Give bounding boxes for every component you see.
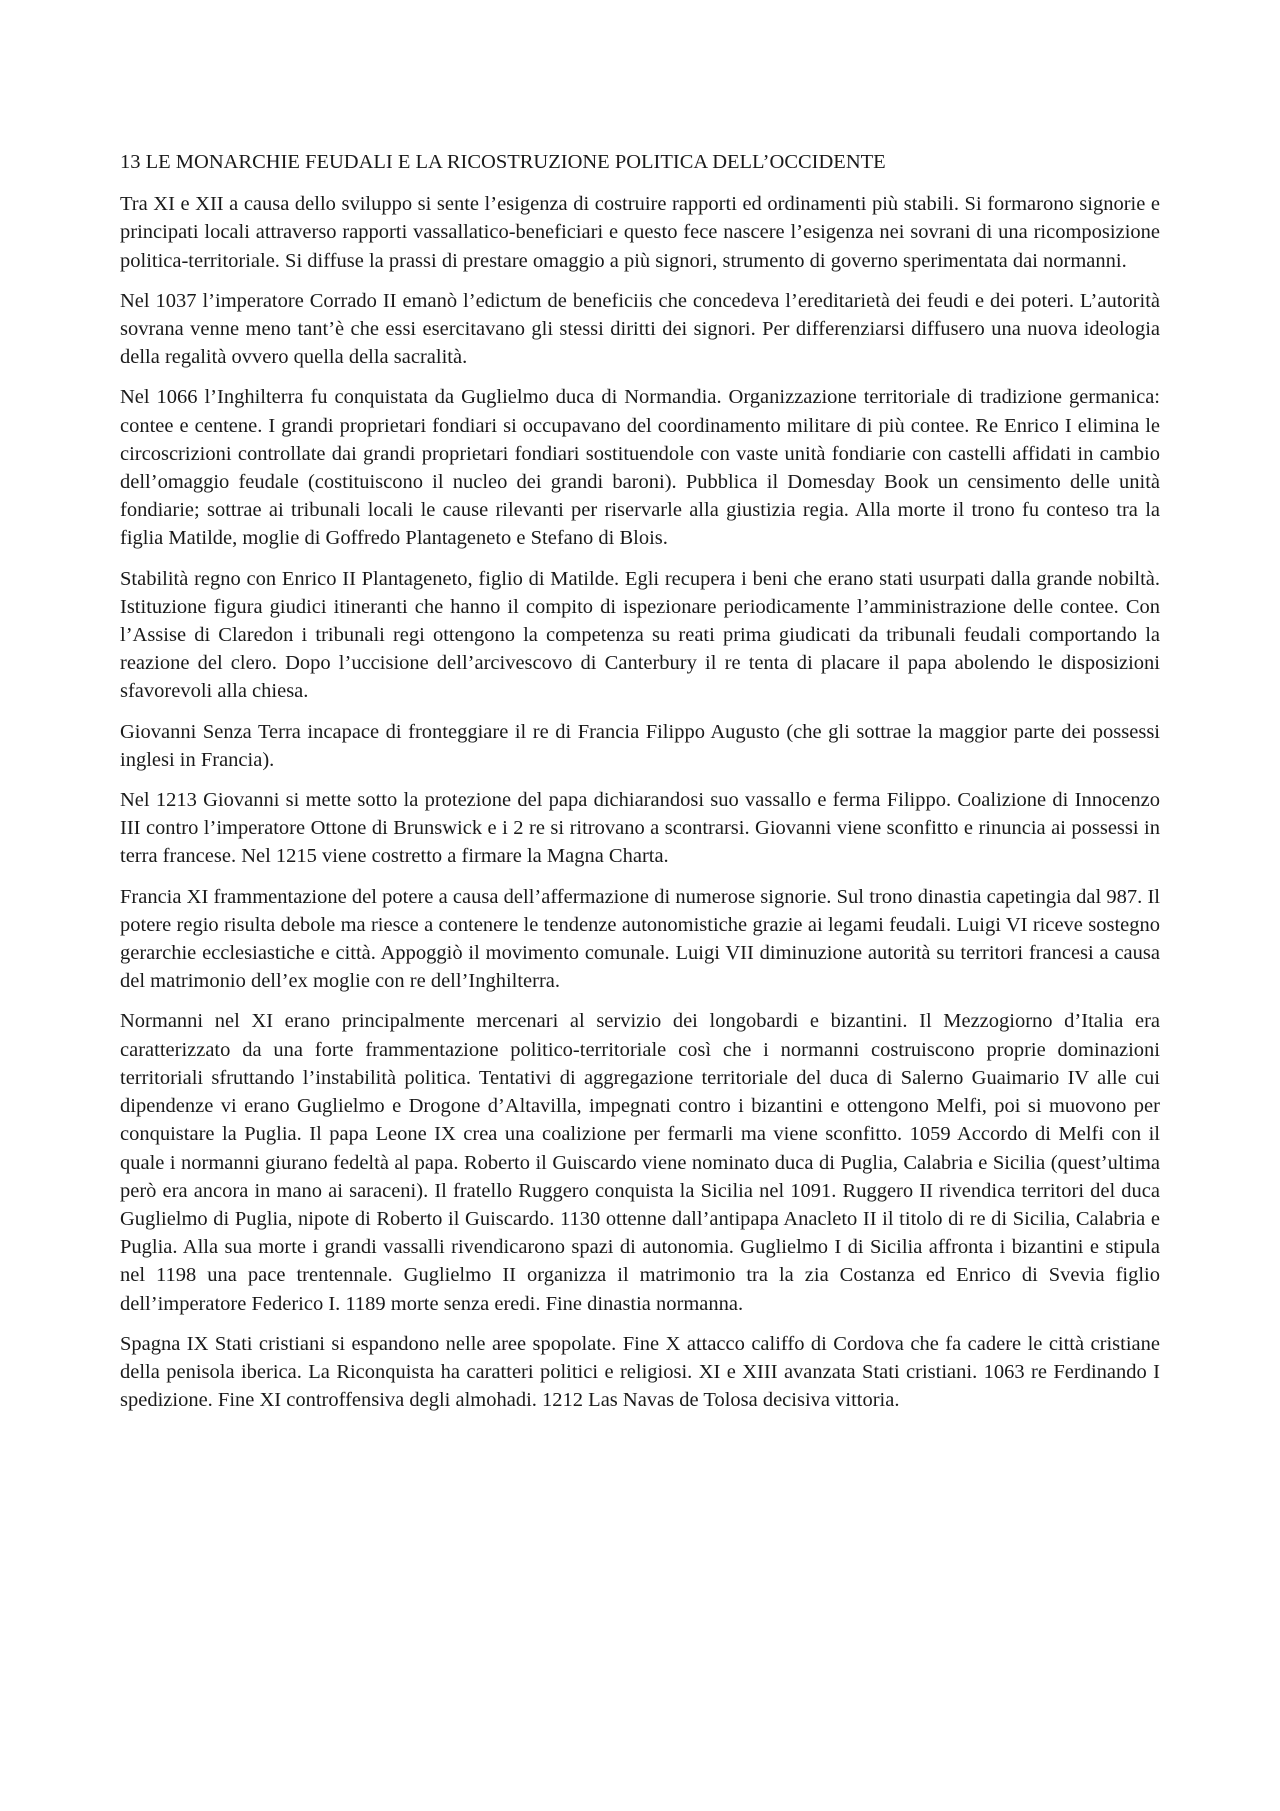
paragraph-3: Nel 1066 l’Inghilterra fu conquistata da Guglielmo duca di Normandia. Organizzazione territoriale di tradizione germanica: contee e centene. I grandi proprietari fondiari si occupavano del coordinamento militare di più contee. Re Enrico I elimina le circoscrizioni controllate dai grandi proprietari fondiari sostituendole con vaste unità fondiarie con castelli affidati in cambio dell’omaggio feudale (costituiscono il nucleo dei grandi baroni). Pubblica il Domesday Book un censimento delle unità fondiarie; sottrae ai tribunali locali le cause rilevanti per riservarle alla giustizia regia. Alla morte il trono fu conteso tra la figlia Matilde, moglie di Goffredo Plantageneto e Stefano di Blois.: [120, 386, 1160, 550]
paragraph-5: Giovanni Senza Terra incapace di fronteggiare il re di Francia Filippo Augusto (che gli sottrae la maggior parte dei possessi inglesi in Francia).: [120, 720, 1160, 771]
paragraph-1: Tra XI e XII a causa dello sviluppo si sente l’esigenza di costruire rapporti ed ordinamenti più stabili. Si formarono signorie e principati locali attraverso rapporti vassallatico-beneficiari e questo fece nascere l’esigenza nei sovrani di una ricomposizione politica-territoriale. Si diffuse la prassi di prestare omaggio a più signori, strumento di governo sperimentata dai normanni.: [120, 193, 1160, 272]
paragraph-2: Nel 1037 l’imperatore Corrado II emanò l’edictum de beneficiis che concedeva l’ereditarietà dei feudi e dei poteri. L’autorità sovrana venne meno tant’è che essi esercitavano gli stessi diritti dei signori. Per differenziarsi diffusero una nuova ideologia della regalità ovvero quella della sacralità.: [120, 289, 1160, 369]
paragraph-6: Nel 1213 Giovanni si mette sotto la protezione del papa dichiarandosi suo vassallo e ferma Filippo. Coalizione di Innocenzo III contro l’imperatore Ottone di Brunswick e i 2 re si ritrovano a scontrarsi. Giovanni viene sconfitto e rinuncia ai possessi in terra francese. Nel 1215 viene costretto a firmare la Magna Charta.: [120, 789, 1160, 868]
paragraph-7: Francia XI frammentazione del potere a causa dell’affermazione di numerose signorie. Sul trono dinastia capetingia dal 987. Il potere regio risulta debole ma riesce a contenere le tendenze autonomistiche grazie ai legami feudali. Luigi VI riceve sostegno gerarchie ecclesiastiche e città. Appoggiò il movimento comunale. Luigi VII diminuzione autorità su territori francesi a causa del matrimonio dell’ex moglie con re dell’Inghilterra.: [120, 885, 1160, 993]
paragraph-4: Stabilità regno con Enrico II Plantageneto, figlio di Matilde. Egli recupera i beni che erano stati usurpati dalla grande nobiltà. Istituzione figura giudici itineranti che hanno il compito di ispezionare periodicamente l’amministrazione delle contee. Con l’Assise di Claredon i tribunali regi ottengono la competenza su reati prima giudicati da tribunali feudali comportando la reazione del clero. Dopo l’uccisione dell’arcivescovo di Canterbury il re tenta di placare il papa abolendo le disposizioni sfavorevoli alla chiesa.: [120, 567, 1160, 703]
paragraph-9: Spagna IX Stati cristiani si espandono nelle aree spopolate. Fine X attacco califfo di Cordova che fa cadere le città cristiane della penisola iberica. La Riconquista ha caratteri politici e religiosi. XI e XIII avanzata Stati cristiani. 1063 re Ferdinando I spedizione. Fine XI controffensiva degli almohadi. 1212 Las Navas de Tolosa decisiva vittoria.: [120, 1332, 1160, 1412]
document-title: 13 LE MONARCHIE FEUDALI E LA RICOSTRUZIONE POLITICA DELL’OCCIDENTE: [120, 151, 886, 173]
paragraph-8: Normanni nel XI erano principalmente mercenari al servizio dei longobardi e bizantini. Il Mezzogiorno d’Italia era caratterizzato da una forte frammentazione politico-territoriale così che i normanni costruiscono proprie dominazioni territoriali sfruttando l’instabilità politica. Tentativi di aggregazione territoriale del duca di Salerno Guaimario IV alle cui dipendenze vi erano Guglielmo e Drogone d’Altavilla, impegnati contro i bizantini e ottengono Melfi, poi si muovono per conquistare la Puglia. Il papa Leone IX crea una coalizione per fermarli ma viene sconfitto. 1059 Accordo di Melfi con il quale i normanni giurano fedeltà al papa. Roberto il Guiscardo viene nominato duca di Puglia, Calabria e Sicilia (quest’ultima però era ancora in mano ai saraceni). Il fratello Ruggero conquista la Sicilia nel 1091. Ruggero II rivendica territori del duca Guglielmo di Puglia, nipote di Roberto il Guiscardo. 1130 ottenne dall’antipapa Anacleto II il titolo di re di Sicilia, Calabria e Puglia. Alla sua morte i grandi vassalli rivendicarono spazi di autonomia. Guglielmo I di Sicilia affronta i bizantini e stipula nel 1198 una pace trentennale. Guglielmo II organizza il matrimonio tra la zia Costanza ed Enrico di Svevia figlio dell’imperatore Federico I. 1189 morte senza eredi. Fine dinastia normanna.: [120, 1010, 1160, 1315]
document-page: [120, 148, 1160, 1426]
